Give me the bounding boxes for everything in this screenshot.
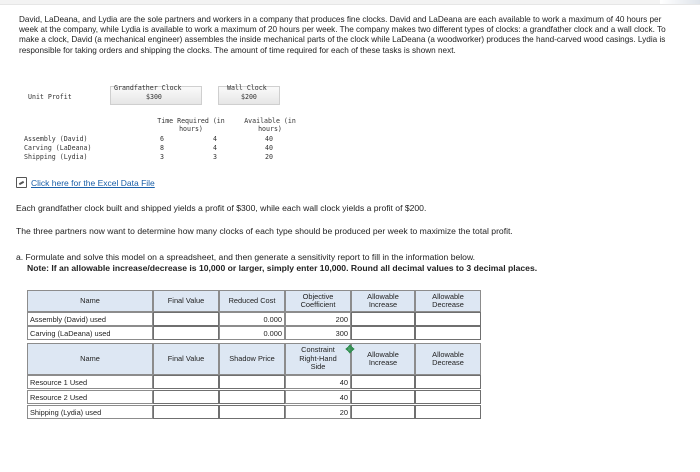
t2-row-2-name: Resource 2 Used xyxy=(27,390,153,404)
objective-paragraph: The three partners now want to determine how many clocks of each type should be produced per week to maximize the total profit. xyxy=(16,226,513,236)
t2-row-3-name: Shipping (Lydia) used xyxy=(27,405,153,419)
t2-header-allowable-decrease: Allowable Decrease xyxy=(415,343,481,375)
excel-link-text[interactable]: Click here for the Excel Data File xyxy=(31,177,155,188)
t1-row-1-allowable-increase-input[interactable] xyxy=(351,312,415,326)
t2-row-2-allowable-decrease-input[interactable] xyxy=(415,390,481,404)
excel-data-link[interactable] xyxy=(16,177,155,188)
t1-row-1-name: Assembly (David) used xyxy=(27,312,153,326)
t1-header-name: Name xyxy=(27,290,153,312)
t2-header-constraint-rhs: Constraint Right-Hand Side xyxy=(285,343,351,375)
t2-row-3-allowable-decrease-input[interactable] xyxy=(415,405,481,419)
gf-row-2: 8 xyxy=(160,144,164,152)
t2-row-1-name: Resource 1 Used xyxy=(27,375,153,389)
t2-row-1-final-value-input[interactable] xyxy=(153,375,219,389)
t2-header-name: Name xyxy=(27,343,153,375)
t1-row-2-objective: 300 xyxy=(285,326,351,340)
profit-paragraph: Each grandfather clock built and shipped yields a profit of $300, while each wall clock yields a profit of $200. xyxy=(16,203,427,213)
t1-row-1-objective: 200 xyxy=(285,312,351,326)
wall-row-3: 3 xyxy=(213,153,217,161)
time-required-label: Time Required (in hours) xyxy=(157,117,225,133)
t2-row-3-final-value-input[interactable] xyxy=(153,405,219,419)
t1-row-1-allowable-decrease-input[interactable] xyxy=(415,312,481,326)
part-a-instructions: a. Formulate and solve this model on a spreadsheet, and then generate a sensitivity report to fill in the information below. xyxy=(16,252,476,262)
t2-row-2-rhs: 40 xyxy=(285,390,351,404)
rounding-note: Note: If an allowable increase/decrease is 10,000 or larger, simply enter 10,000. Round all decimal values to 3 decimal places. xyxy=(27,263,538,273)
t2-row-1-allowable-decrease-input[interactable] xyxy=(415,375,481,389)
avail-row-1: 40 xyxy=(265,135,273,143)
t1-row-2-name: Carving (LaDeana) used xyxy=(27,326,153,340)
top-bar-gradient xyxy=(660,0,700,4)
t2-row-3-rhs: 20 xyxy=(285,405,351,419)
t2-header-final-value: Final Value xyxy=(153,343,219,375)
t2-header-allowable-increase: Allowable Increase xyxy=(351,343,415,375)
t2-row-1-rhs: 40 xyxy=(285,375,351,389)
move-cursor-icon: ✥ xyxy=(345,344,355,356)
t2-row-1-shadow-price-input[interactable] xyxy=(219,375,285,389)
t2-row-2-allowable-increase-input[interactable] xyxy=(351,390,415,404)
t2-row-2-shadow-price-input[interactable] xyxy=(219,390,285,404)
unit-profit-label: Unit Profit xyxy=(28,93,72,101)
task-row-3: Shipping (Lydia) xyxy=(24,153,88,161)
t1-row-2-reduced-cost: 0.000 xyxy=(219,326,285,340)
profit-wall: $200 xyxy=(241,93,257,101)
task-row-1: Assembly (David) xyxy=(24,135,88,143)
col-wall: Wall Clock xyxy=(227,84,267,92)
t1-row-2-final-value-input[interactable] xyxy=(153,326,219,340)
wall-row-1: 4 xyxy=(213,135,217,143)
top-bar xyxy=(0,0,700,5)
t2-row-3-shadow-price-input[interactable] xyxy=(219,405,285,419)
avail-row-3: 20 xyxy=(265,153,273,161)
t1-row-2-allowable-increase-input[interactable] xyxy=(351,326,415,340)
t1-header-objective-coefficient: Objective Coefficient xyxy=(285,290,351,312)
col-grandfather: Grandfather Clock xyxy=(114,84,182,92)
t1-header-reduced-cost: Reduced Cost xyxy=(219,290,285,312)
t1-row-2-allowable-decrease-input[interactable] xyxy=(415,326,481,340)
avail-row-2: 40 xyxy=(265,144,273,152)
t1-row-1-reduced-cost: 0.000 xyxy=(219,312,285,326)
t1-row-1-final-value-input[interactable] xyxy=(153,312,219,326)
t2-row-2-final-value-input[interactable] xyxy=(153,390,219,404)
t1-header-final-value: Final Value xyxy=(153,290,219,312)
gf-row-1: 6 xyxy=(160,135,164,143)
t2-header-shadow-price: Shadow Price xyxy=(219,343,285,375)
available-label: Available (in hours) xyxy=(244,117,296,133)
t2-row-3-allowable-increase-input[interactable] xyxy=(351,405,415,419)
t1-header-allowable-decrease: Allowable Decrease xyxy=(415,290,481,312)
problem-intro: David, LaDeana, and Lydia are the sole partners and workers in a company that produces fine clocks. David and LaDeana are each available to work a maximum of 40 hours per week at the company, while Lydia is available to work a maximum of 20 hours per week. The company makes two different types of clocks: a grandfather clock and a wall clock. To make a clock, David (a mechanical engineer) assembles the inside mechanical parts of the clock while LaDeana (a woodworker) produces the hand-carved wood casings. Lydia is responsible for taking orders and shipping the clocks. The amount of time required for each of these tasks is shown next. xyxy=(19,15,666,55)
wall-row-2: 4 xyxy=(213,144,217,152)
task-row-2: Carving (LaDeana) xyxy=(24,144,92,152)
t2-row-1-allowable-increase-input[interactable] xyxy=(351,375,415,389)
t1-header-allowable-increase: Allowable Increase xyxy=(351,290,415,312)
profit-grandfather: $300 xyxy=(146,93,162,101)
gf-row-3: 3 xyxy=(160,153,164,161)
excel-file-icon xyxy=(16,177,27,188)
